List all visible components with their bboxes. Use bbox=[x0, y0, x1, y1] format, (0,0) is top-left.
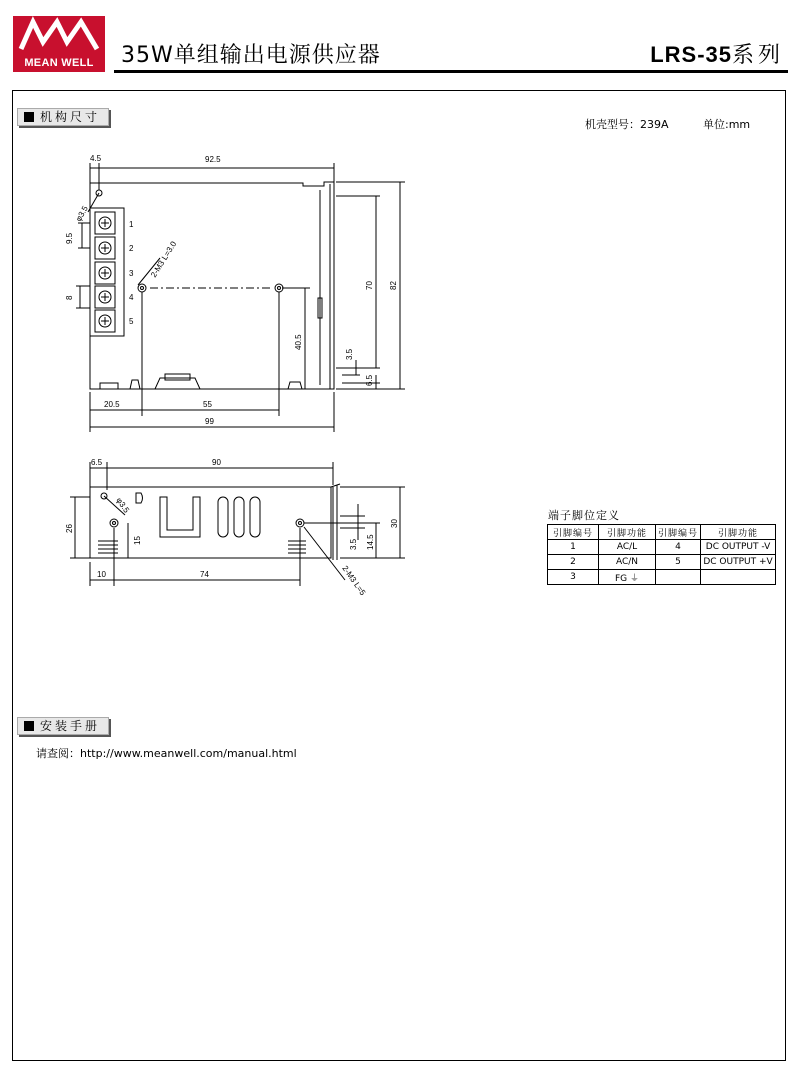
dim-label: 30 bbox=[390, 519, 399, 528]
section-dimensions-label: 机构尺寸 bbox=[17, 108, 109, 126]
dim-label: 99 bbox=[205, 417, 214, 426]
case-number: 机壳型号：239A bbox=[585, 118, 669, 131]
dim-label: 3.5 bbox=[345, 348, 354, 360]
table-row bbox=[548, 540, 776, 555]
square-bullet-icon bbox=[24, 721, 34, 731]
table-header-cell: 引脚编号 bbox=[656, 525, 701, 540]
side-view-drawing bbox=[55, 452, 415, 602]
dim-label: 20.5 bbox=[104, 400, 120, 409]
unit-label: 单位:mm bbox=[703, 118, 751, 131]
dim-label: φ3.5 bbox=[73, 204, 90, 223]
table-row bbox=[548, 570, 776, 585]
terminal-number: 4 bbox=[129, 293, 134, 302]
table-row bbox=[548, 555, 776, 570]
table-header-cell: 引脚编号 bbox=[548, 525, 599, 540]
header-rule bbox=[114, 70, 788, 73]
brand-logo bbox=[13, 16, 105, 72]
table-cell: 4 bbox=[656, 540, 701, 555]
table-cell bbox=[701, 570, 776, 585]
page-title: 35W单组输出电源供应器 bbox=[121, 43, 381, 68]
dim-label: 8 bbox=[65, 295, 74, 300]
table-cell: 5 bbox=[656, 555, 701, 570]
series-title bbox=[650, 38, 784, 69]
top-view-drawing bbox=[50, 145, 430, 435]
manual-link-text[interactable]: 请查阅：http://www.meanwell.com/manual.html bbox=[36, 747, 297, 760]
pin-table-title: 端子脚位定义 bbox=[548, 509, 620, 522]
dim-label: 14.5 bbox=[366, 534, 375, 550]
dim-label: 40.5 bbox=[294, 334, 303, 350]
dim-label: 2-M3 L=5 bbox=[340, 563, 368, 598]
table-cell: AC/L bbox=[599, 540, 656, 555]
series-suffix: 系列 bbox=[731, 43, 784, 68]
pin-definition-table bbox=[547, 524, 776, 585]
dim-label: 6.5 bbox=[365, 374, 374, 386]
dim-label: 3.5 bbox=[349, 538, 358, 550]
table-cell: FG ⏚ bbox=[599, 570, 656, 585]
table-header-cell: 引脚功能 bbox=[599, 525, 656, 540]
side-view-outline bbox=[90, 487, 331, 558]
dim-label: φ3.5 bbox=[114, 495, 132, 515]
logo-text: MEAN WELL bbox=[13, 55, 105, 72]
dim-label: 26 bbox=[65, 524, 74, 533]
dim-label: 70 bbox=[365, 281, 374, 290]
terminal-number: 1 bbox=[129, 220, 134, 229]
terminal-number: 2 bbox=[129, 244, 134, 253]
table-cell: DC OUTPUT +V bbox=[701, 555, 776, 570]
top-view-outline bbox=[90, 182, 334, 389]
table-header-row bbox=[548, 525, 776, 540]
dim-label: 92.5 bbox=[205, 155, 221, 164]
section-install-label: 安装手册 bbox=[17, 717, 109, 735]
table-cell: AC/N bbox=[599, 555, 656, 570]
dim-label: 82 bbox=[389, 281, 398, 290]
square-bullet-icon bbox=[24, 112, 34, 122]
table-cell: 1 bbox=[548, 540, 599, 555]
dim-label: 15 bbox=[133, 536, 142, 545]
dim-label: 90 bbox=[212, 458, 221, 467]
table-cell: 3 bbox=[548, 570, 599, 585]
table-cell bbox=[656, 570, 701, 585]
mw-logo-mark-icon bbox=[13, 16, 105, 55]
table-cell: 2 bbox=[548, 555, 599, 570]
dim-label: 4.5 bbox=[90, 154, 102, 163]
dim-label: 74 bbox=[200, 570, 209, 579]
dim-label: 9.5 bbox=[65, 232, 74, 244]
terminal-number: 5 bbox=[129, 317, 134, 326]
terminal-number: 3 bbox=[129, 269, 134, 278]
dim-label: 2-M3 L=3.0 bbox=[149, 239, 179, 280]
table-cell: DC OUTPUT -V bbox=[701, 540, 776, 555]
dim-label: 10 bbox=[97, 570, 106, 579]
table-header-cell: 引脚功能 bbox=[701, 525, 776, 540]
dim-label: 6.5 bbox=[91, 458, 103, 467]
dim-label: 55 bbox=[203, 400, 212, 409]
model-name: LRS-35 bbox=[650, 42, 732, 67]
